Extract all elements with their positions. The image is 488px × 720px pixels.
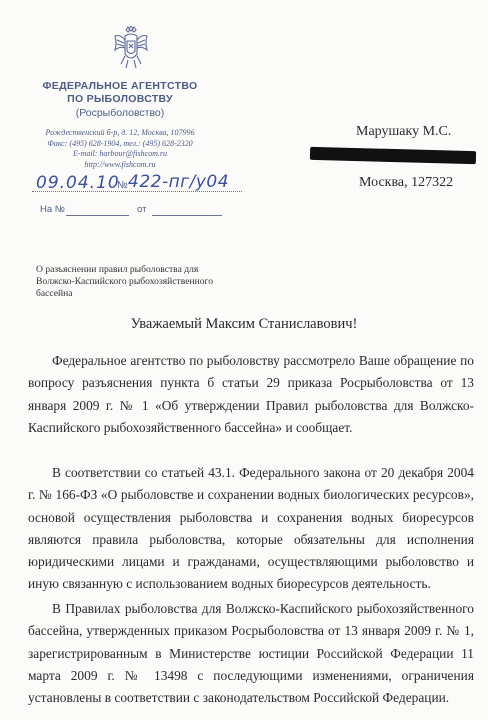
agency-name-line2: ПО РЫБОЛОВСТВУ (67, 93, 173, 105)
agency-name-line1: ФЕДЕРАЛЬНОЕ АГЕНТСТВО (42, 80, 198, 92)
reference-prefix: На № (40, 204, 65, 215)
subject-line1: О разъяснении правил рыболовства для (36, 264, 199, 275)
subject-line3: бассейна (36, 287, 73, 299)
russian-coat-of-arms-icon (112, 26, 150, 70)
body-paragraph-2: В соответствии со статьей 43.1. Федерального закона от 20 декабря 2004 г. № 166-ФЗ «О рыболовстве и сохранении водных биологических ресурсов», основой осуществления рыболовства и сохранения водных биоресурсов являются правила рыболовства, которые обязательны для исполнения юридическими лицами и гражданами, осуществляющими рыболовство и иную связанную с использованием водных биоресурсов деятельность. (28, 465, 474, 592)
agency-email: E-mail: harbour@fishcom.ru (72, 149, 168, 158)
agency-short-name: (Росрыболовство) (75, 107, 165, 119)
subject-line2: Волжско-Каспийского рыбохозяйственного (36, 275, 214, 287)
salutation: Уважаемый Максим Станиславович! (130, 316, 358, 332)
reference-from-label: от (137, 204, 147, 215)
body-paragraph-1: Федеральное агентство по рыболовству рассмотрело Ваше обращение по вопросу разъяснения пункта б статьи 29 приказа Росрыболовства от 13 января 2009 г. № 1 «Об утверждении Правил рыболовства для Волжско-Каспийского рыбохозяйственного бассейна» и сообщает. (28, 353, 474, 435)
letter-number: 422-пг/у04 (128, 172, 230, 192)
reference-date-line (152, 215, 222, 216)
number-prefix: № (117, 180, 128, 191)
recipient-name: Марушаку М.С. (356, 124, 452, 139)
agency-phones: Факс: (495) 628-1904, тел.: (495) 628-2320 (47, 138, 193, 148)
letter-date: 09.04.10 (36, 173, 120, 193)
agency-website: http://www.fishcom.ru (84, 159, 156, 169)
reference-number-line (66, 215, 129, 216)
redacted-address-bar (310, 147, 476, 164)
agency-address: Рождественский б-р, д. 12, Москва, 107996 (45, 128, 195, 137)
recipient-city: Москва, 127322 (359, 175, 454, 190)
body-paragraph-3: В Правилах рыболовства для Волжско-Каспийского рыбохозяйственного бассейна, утвержденных приказом Росрыболовства от 13 января 2009 г. № 1, зарегистрированным в Министерстве юстиции Российской Федерации 11 марта 2009 г. № 13498 с последующими изменениями, ограничения установлены в соответствии с законодательством Российской Федерации. (28, 601, 474, 706)
